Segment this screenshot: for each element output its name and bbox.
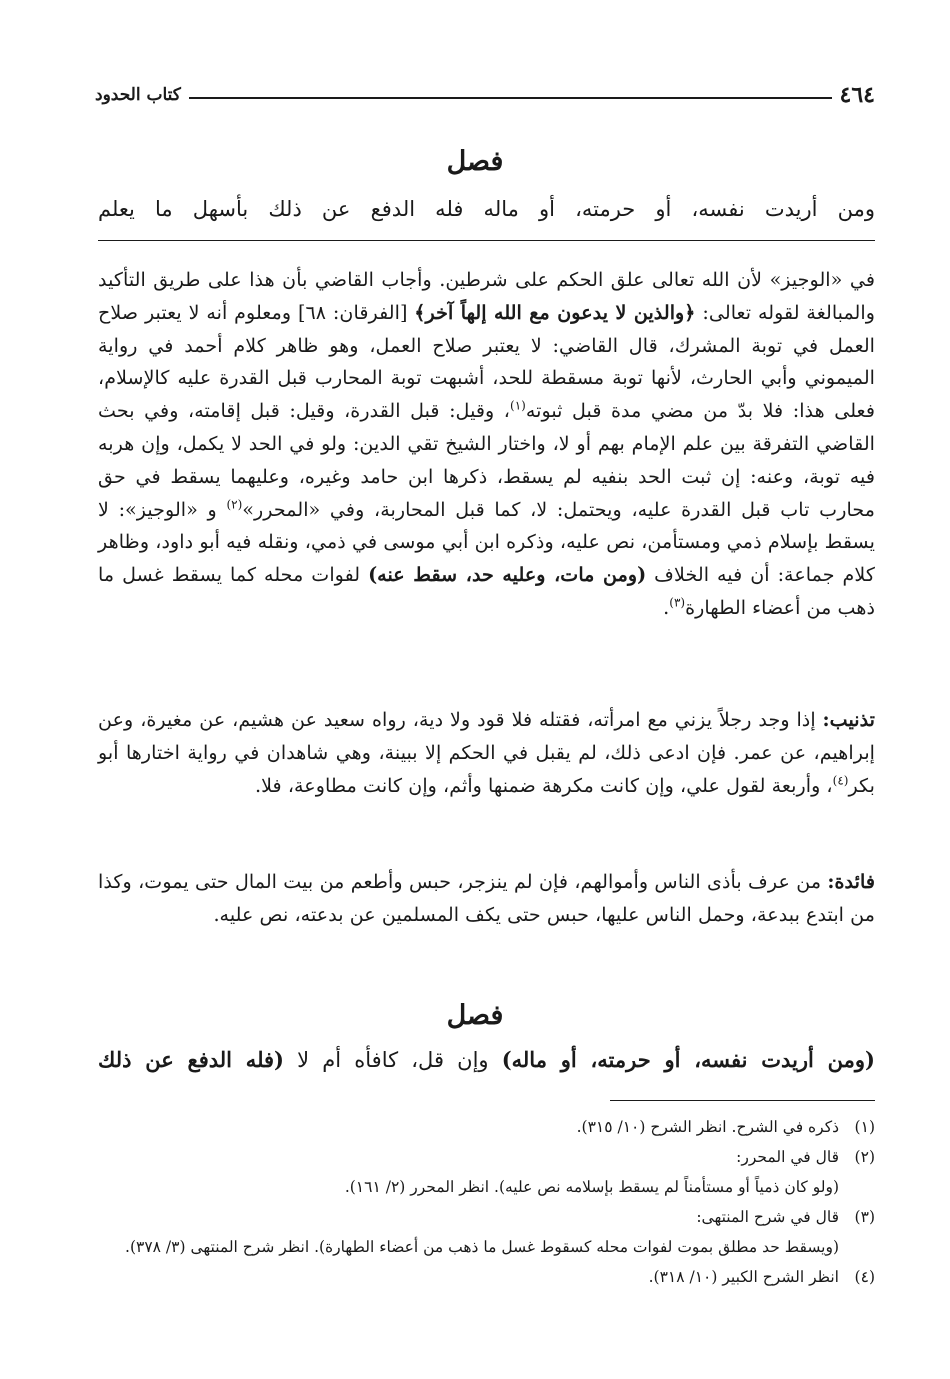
footnote-ref[interactable]: (٣)	[669, 595, 686, 610]
footnotes	[98, 1112, 875, 1292]
tadhnib-paragraph	[98, 704, 875, 802]
footnote-number: (٤)	[854, 1268, 875, 1286]
footnote	[98, 1202, 875, 1232]
footnote-ref[interactable]: (٢)	[226, 497, 243, 512]
footnote-ref[interactable]: (٤)	[832, 773, 849, 788]
matn-quote: (ومن مات، وعليه حد، سقط عنه)	[368, 563, 647, 587]
running-header	[95, 80, 875, 110]
faida-paragraph	[98, 866, 875, 932]
section-heading: فصل	[446, 1000, 504, 1031]
footnote-rule	[610, 1100, 875, 1101]
commentary-text: [الفرقان: ٦٨] ومعلوم أنه لا يعتبر صلاح العمل في توبة المشرك، قال القاضي: لا يعتبر صلاح العمل، وهو ظاهر كلام أحمد في رواية الميموني وأبي الحارث، لأنها توبة مسقطة للحد، أشبهت توبة المحارب قبل القدرة عليه كالإسلام، فعلى هذا: فلا بدّ من مضي مدة قبل ثبوته	[98, 300, 875, 423]
footnote-quote: (ولو كان ذمياً أو مستأمناً لم يسقط بإسلامه نص عليه). انظر المحرر (٢/ ١٦١).	[344, 1178, 839, 1196]
commentary-text: و «الوجيز»: لا يسقط بإسلام ذمي ومستأمن، نص عليه، وذكره ابن أبي موسى في ذمي، ونقله فيه أبو داود، وظاهر كلام جماعة: أن فيه الخلاف	[98, 497, 875, 587]
footnote-ref[interactable]: (١)	[510, 398, 526, 413]
footnote	[98, 1112, 875, 1142]
footnote-text: قال في المحرر:	[736, 1148, 839, 1166]
footnote-text: انظر الشرح الكبير (١٠/ ٣١٨).	[648, 1268, 839, 1286]
section-heading: فصل	[446, 146, 504, 177]
commentary-text: لفوات محله كما يسقط غسل ما ذهب من أعضاء الطهارة	[98, 563, 875, 619]
commentary-text: من عرف بأذى الناس وأموالهم، فإن لم ينزجر، حبس وأطعم من بيت المال حتى يموت، وكذا من ابتدع ببدعة، وحمل الناس عليها، حبس حتى يكف المسلمين عن بدعته، نص عليه.	[98, 870, 875, 926]
footnote-quote: (ويسقط حد مطلق بموت لفوات محله كسقوط غسل ما ذهب من أعضاء الطهارة). انظر شرح المنتهى (٣/ ٣٧٨).	[125, 1238, 839, 1256]
footnote-text: قال في شرح المنتهى:	[696, 1208, 839, 1226]
commentary-text: إذا وجد رجلاً يزني مع امرأته، فقتله فلا قود ولا دية، رواه سعيد عن هشيم، عن مغيرة، وعن إبراهيم، عن عمر. فإن ادعى ذلك، لم يقبل في الحكم إلا ببينة، وهي شاهدان في رواية اختارها أبو بكر	[98, 708, 875, 797]
matn-bold: (فله الدفع عن ذلك	[98, 1047, 284, 1072]
commentary-text: في «الوجيز» لأن الله تعالى علق الحكم على شرطين. وأجاب القاضي بأن هذا على طريق التأكيد والمبالغة لقوله تعالى:	[98, 268, 875, 324]
matn-bold: (ومن أريدت نفسه، أو حرمته، أو ماله)	[501, 1047, 875, 1072]
paragraph-label: فائدة:	[827, 870, 875, 893]
footnote-number: (٣)	[854, 1208, 875, 1226]
matn-divider	[98, 240, 875, 241]
commentary-text: ، وأربعة لقول علي، وإن كانت مكرهة ضمنها وأثم، وإن كانت مطاوعة، فلا.	[255, 773, 833, 797]
footnote-number: (١)	[854, 1118, 875, 1136]
commentary-text: ، وقيل: قبل القدرة، وقيل: قبل إقامته، وفي بحث القاضي التفرقة بين علم الإمام بهم أو لا، واختار الشيخ تقي الدين: ولو في الحد لا يكمل، وإن هربه فيه توبة، وعنه: إن ثبت الحد بنفيه لم يسقط، ذكرها ابن حامد وغيره، وعليهما يسقط في حق محارب تاب قبل القدرة عليه، ويحتمل: لا، كما قبل المحاربة، وفي «المحرر»	[98, 399, 875, 521]
commentary-text: .	[663, 595, 670, 619]
commentary-paragraph	[98, 264, 875, 625]
matn-text: ومن أريدت نفسه، أو حرمته، أو ماله فله الدفع عن ذلك بأسهل ما يعلم	[98, 197, 875, 221]
matn-text	[98, 1044, 875, 1077]
footnote	[98, 1262, 875, 1292]
matn-plain: وإن قل، كافأه أم لا	[284, 1048, 502, 1072]
footnote	[98, 1142, 875, 1172]
book-title: كتاب الحدود	[95, 85, 181, 105]
header-rule	[189, 97, 832, 99]
paragraph-label: تذنيب:	[822, 708, 875, 731]
footnote-number: (٢)	[854, 1148, 875, 1166]
page-number: ٤٦٤	[839, 82, 875, 108]
footnote-text: ذكره في الشرح. انظر الشرح (١٠/ ٣١٥).	[576, 1118, 839, 1136]
quran-verse: ﴿والذين لا يدعون مع الله إلهاً آخر﴾	[414, 300, 696, 324]
